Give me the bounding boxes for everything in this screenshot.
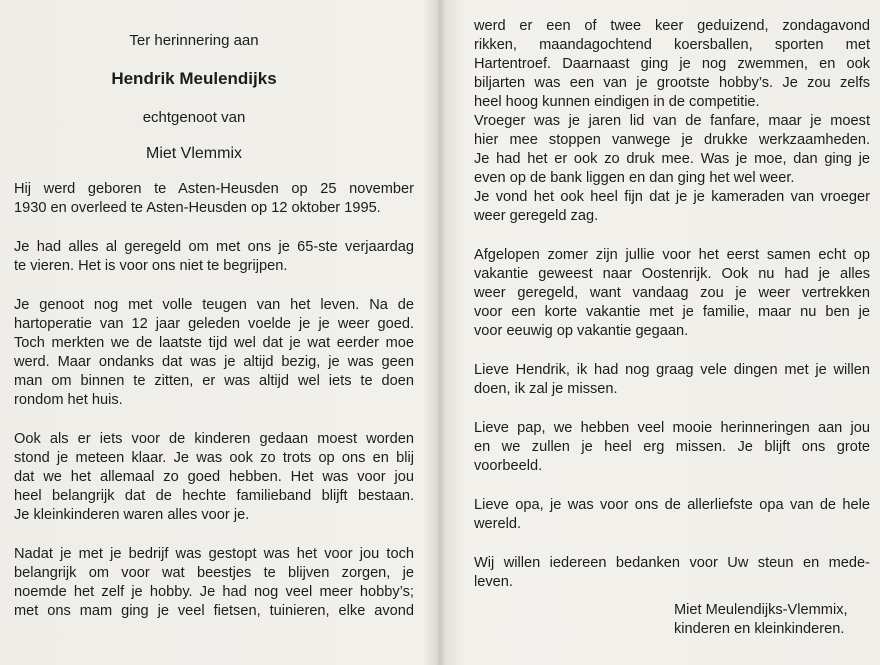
text-line: Ook als er iets voor de kinderen gedaan moest worden: [14, 431, 414, 447]
right-page: [474, 0, 870, 665]
text-line: Wij willen iedereen bedanken voor Uw steun en mede-: [474, 555, 870, 571]
text-line: rondom het huis.: [14, 392, 123, 408]
text-line: werd er een of twee keer geduizend, zondagavond: [474, 18, 870, 34]
text-line: Toch merkten we de laatste tijd wel dat je wat eerder moe: [14, 335, 414, 351]
text-line: voor eeuwig op vakantie gegaan.: [474, 323, 689, 339]
text-line: heel belangrijk dat de hechte familieband blijft bestaan.: [14, 488, 414, 504]
text-line: Lieve pap, we hebben veel mooie herinneringen aan jou: [474, 420, 870, 436]
text-line: voorbeeld.: [474, 458, 543, 474]
text-line: doen, ik zal je missen.: [474, 381, 618, 397]
text-line: Afgelopen zomer zijn jullie voor het eerst samen echt op: [474, 247, 870, 263]
right-text-body: [474, 17, 870, 639]
text-line: wereld.: [474, 516, 522, 532]
text-line: biljarten was een van je grootste hobby’s. Je zou zelfs: [474, 75, 870, 91]
text-line: Hartentroef. Daarnaast ging je nog zwemmen, en ook: [474, 56, 870, 72]
text-line: weer geregeld zag.: [474, 208, 599, 224]
children-paragraph: [474, 419, 870, 476]
text-line: werd. Maar ondanks dat was je altijd bezig, je was geen: [14, 354, 414, 370]
text-line: Je vond het ook heel fijn dat je je kameraden van vroeger: [474, 189, 870, 205]
text-line: met ons mam ging je veel fietsen, tuinieren, elke avond: [14, 603, 414, 619]
text-line: Lieve Hendrik, ik had nog graag vele dingen met je willen: [474, 362, 870, 378]
thanks-paragraph: [474, 554, 870, 592]
vacation-paragraph: [474, 246, 870, 341]
spouse-name: Miet Vlemmix: [145, 145, 242, 162]
text-line: vakantie geweest naar Oostenrijk. Ook nu had je alles: [474, 266, 870, 282]
birth-death-paragraph: [14, 180, 414, 218]
text-line: Vroeger was je jaren lid van de fanfare, maar je moest: [474, 113, 870, 129]
life-paragraph: [14, 296, 414, 410]
signature-block: [674, 601, 870, 639]
grandchildren-paragraph: [474, 496, 870, 534]
signature-line-relatives: kinderen en kleinkinderen.: [674, 621, 845, 637]
text-line: Je kleinkinderen waren alles voor je.: [14, 507, 250, 523]
deceased-name: Hendrik Meulendijks: [111, 69, 277, 88]
in-memory-heading: Ter herinnering aan: [129, 32, 259, 49]
text-line: Lieve opa, je was voor ons de allerliefste opa van de hele: [474, 497, 870, 513]
signature-line-family-name: Miet Meulendijks-Vlemmix,: [674, 602, 848, 618]
card-header: [14, 32, 374, 163]
spouse-of-label: echtgenoot van: [142, 109, 246, 126]
text-line: 1930 en overleed te Asten-Heusden op 12 oktober 1995.: [14, 200, 381, 216]
text-line: Je had alles al geregeld om met ons je 65-ste verjaardag: [14, 239, 414, 255]
hobbies-continued-paragraph: [474, 17, 870, 226]
text-line: rikken, maandagochtend koersballen, sporten met: [474, 37, 870, 53]
text-line: heel hoog kunnen eindigen in de competitie.: [474, 94, 760, 110]
text-line: belangrijk om voor wat beestjes te blijven zorgen, je: [14, 565, 414, 581]
text-line: Je had het er ook zo druk mee. Was je moe, dan ging je: [474, 151, 870, 167]
text-line: Je genoot nog met volle teugen van het leven. Na de: [14, 297, 414, 313]
text-line: man om binnen te zitten, er was altijd wel iets te doen: [14, 373, 414, 389]
left-text-body: [14, 180, 414, 621]
text-line: leven.: [474, 574, 513, 590]
birthday-paragraph: [14, 238, 414, 276]
text-line: stond je meteen klaar. Je was ook zo trots op ons en blij: [14, 450, 414, 466]
text-line: weer geregeld, want vandaag zou je weer vertrekken: [474, 285, 870, 301]
family-paragraph: [14, 430, 414, 525]
hobbies-paragraph: [14, 545, 414, 621]
left-page: [14, 0, 414, 665]
text-line: dat we het allemaal zo goed hebben. Het was voor jou: [14, 469, 414, 485]
text-line: te vieren. Het is voor ons niet te begrijpen.: [14, 258, 288, 274]
text-line: Nadat je met je bedrijf was gestopt was het voor jou toch: [14, 546, 414, 562]
wife-paragraph: [474, 361, 870, 399]
text-line: Hij werd geboren te Asten-Heusden op 25 november: [14, 181, 414, 197]
text-line: voor een korte vakantie met je familie, maar nu ben je: [474, 304, 870, 320]
text-line: even op de bank liggen en dan ging het wel weer.: [474, 170, 795, 186]
text-line: en we zullen je heel erg missen. Je blijft ons grote: [474, 439, 870, 455]
text-line: noemde het zelf je hobby. Je had nog veel meer hobby’s;: [14, 584, 414, 600]
text-line: hier mee stoppen vanwege je drukke werkzaamheden.: [474, 132, 870, 148]
text-line: hartoperatie van 12 jaar geleden voelde je je weer goed.: [14, 316, 414, 332]
